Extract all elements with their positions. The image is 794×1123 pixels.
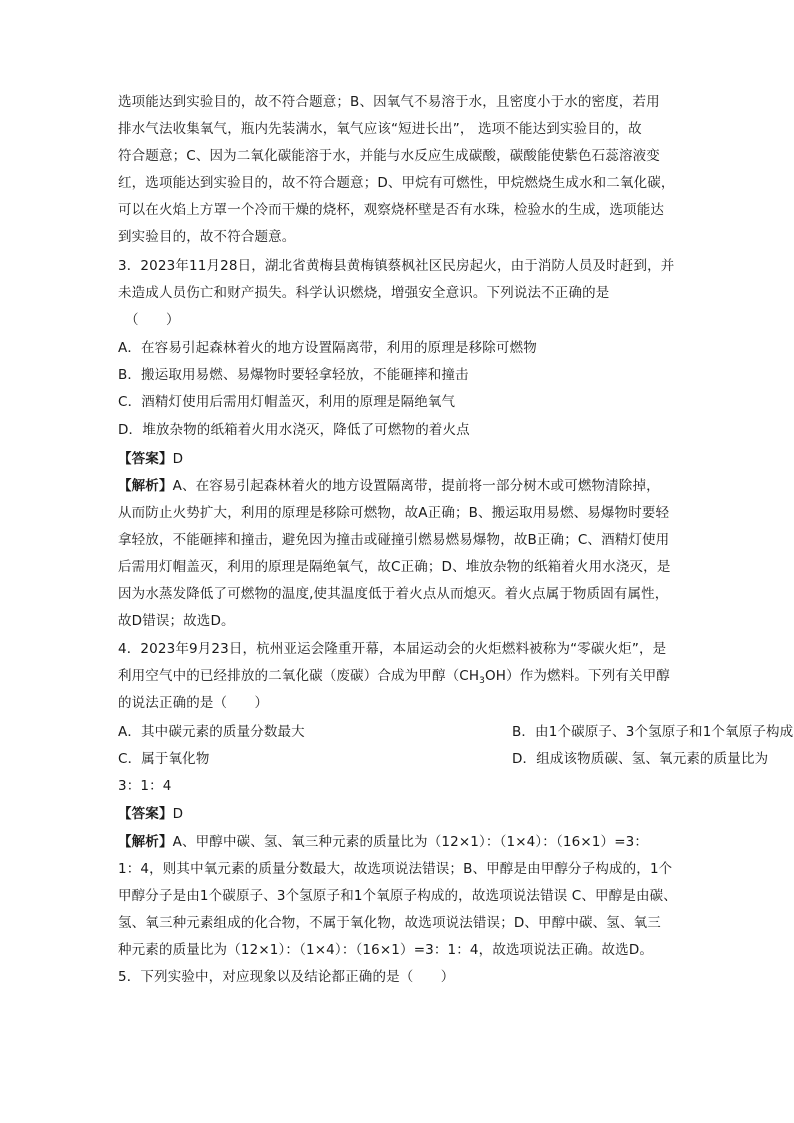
q2-explanation-line: 可以在火焰上方罩一个冷而干燥的烧杯，观察烧杯壁是否有水珠，检验水的生成，选项能达 — [118, 202, 664, 218]
explanation-text: A、在容易引起森林着火的地方设置隔离带，提前将一部分树木或可燃物清除掉， — [172, 478, 660, 494]
q3-stem-line: 未造成人员伤亡和财产损失。科学认识燃烧，增强安全意识。下列说法不正确的是 — [118, 285, 610, 301]
q4-option-c: C．属于氧化物 — [118, 751, 210, 767]
q2-explanation-line: 到实验目的，故不符合题意。 — [118, 229, 296, 245]
q4-options-row — [118, 722, 794, 742]
q4-explanation-line — [118, 832, 688, 852]
q2-explanation-line: 排水气法收集氧气，瓶内先装满水，氧气应该“短进长出”， 选项不能达到实验目的，故 — [118, 121, 642, 137]
answer-value: D — [172, 451, 184, 467]
q4-answer — [118, 804, 688, 824]
explanation-label: 【解析】 — [118, 478, 173, 494]
q5-stem: 5．下列实验中，对应现象以及结论都正确的是（ ） — [118, 969, 455, 985]
explanation-text: A、甲醇中碳、氢、氧三种元素的质量比为（12×1）：（1×4）：（16×1）=3： — [172, 834, 649, 850]
q4-option-b: B．由1个碳原子、3个氢原子和1个氧原子构成 — [512, 724, 794, 740]
q3-explanation-line: 故D错误；故选D。 — [118, 613, 235, 629]
q3-answer — [118, 449, 688, 469]
q4-explanation-line: 甲醇分子是由1个碳原子、3个氢原子和1个氧原子构成的，故选项说法错误 C、甲醇是由碳、 — [118, 888, 677, 904]
q2-explanation-line: 红，选项能达到实验目的，故不符合题意；D、甲烷有可燃性，甲烷燃烧生成水和二氧化碳， — [118, 175, 675, 191]
answer-value: D — [172, 806, 184, 822]
q2-explanation-line: 符合题意；C、因为二氧化碳能溶于水，并能与水反应生成碳酸，碳酸能使紫色石蕊溶液变 — [118, 148, 660, 164]
q4-option-d-cont: 3：1：4 — [118, 778, 172, 794]
q4-options-row — [118, 749, 769, 769]
q3-option-c: C．酒精灯使用后需用灯帽盖灭，利用的原理是隔绝氧气 — [118, 394, 456, 410]
q4-option-d: D．组成该物质碳、氢、氧元素的质量比为 — [512, 751, 769, 767]
q3-explanation-line: 后需用灯帽盖灭，利用的原理是隔绝氧气，故C正确；D、堆放杂物的纸箱着火用水浇灭，是 — [118, 559, 671, 575]
q4-explanation-line: 种元素的质量比为（12×1）：（1×4）：（16×1）=3：1：4，故选项说法正确。故选D。 — [118, 942, 654, 958]
formula-subscript: 3 — [479, 676, 486, 686]
q3-stem-line: 3．2023年11月28日，湖北省黄梅县黄梅镇蔡枫社区民房起火，由于消防人员及时赶到，并 — [118, 258, 675, 274]
q3-answer-blank: （ ） — [125, 312, 180, 328]
q3-option-d: D．堆放杂物的纸箱着火用水浇灭，降低了可燃物的着火点 — [118, 422, 470, 438]
q3-option-b: B．搬运取用易燃、易爆物时要轻拿轻放，不能砸摔和撞击 — [118, 367, 469, 383]
q4-explanation-line: 氢、氧三种元素组成的化合物，不属于氧化物，故选项说法错误；D、甲醇中碳、氢、氧三 — [118, 915, 661, 931]
answer-label: 【答案】 — [118, 451, 173, 467]
explanation-label: 【解析】 — [118, 834, 173, 850]
q4-stem-text: 利用空气中的已经排放的二氧化碳（废碳）合成为甲醇（CH — [118, 668, 480, 684]
q4-stem-line: 的说法正确的是（ ） — [118, 695, 269, 711]
q3-option-a: A．在容易引起森林着火的地方设置隔离带，利用的原理是移除可燃物 — [118, 340, 537, 356]
q4-explanation-line: 1：4，则其中氧元素的质量分数最大，故选项说法错误；B、甲醇是由甲醇分子构成的，1个 — [118, 861, 673, 877]
q3-explanation-line: 拿轻放，不能砸摔和撞击，避免因为撞击或碰撞引燃易燃易爆物，故B正确；C、酒精灯使用 — [118, 532, 670, 548]
q3-explanation-line: 从而防止火势扩大，利用的原理是移除可燃物，故A正确；B、搬运取用易燃、易爆物时要轻 — [118, 505, 670, 521]
q3-explanation-line: 因为水蒸发降低了可燃物的温度,使其温度低于着火点从而熄灭。着火点属于物质固有属性， — [118, 586, 669, 602]
q4-stem-line — [118, 666, 688, 691]
q4-stem-text: OH）作为燃料。下列有关甲醇 — [485, 668, 670, 684]
answer-label: 【答案】 — [118, 806, 173, 822]
q4-option-a: A．其中碳元素的质量分数最大 — [118, 724, 305, 740]
q4-stem-line: 4．2023年9月23日，杭州亚运会隆重开幕，本届运动会的火炬燃料被称为“零碳火炬”，是 — [118, 641, 667, 657]
q2-explanation-line: 选项能达到实验目的，故不符合题意；B、因氧气不易溶于水，且密度小于水的密度，若用 — [118, 94, 660, 110]
q3-explanation-line — [118, 476, 688, 496]
